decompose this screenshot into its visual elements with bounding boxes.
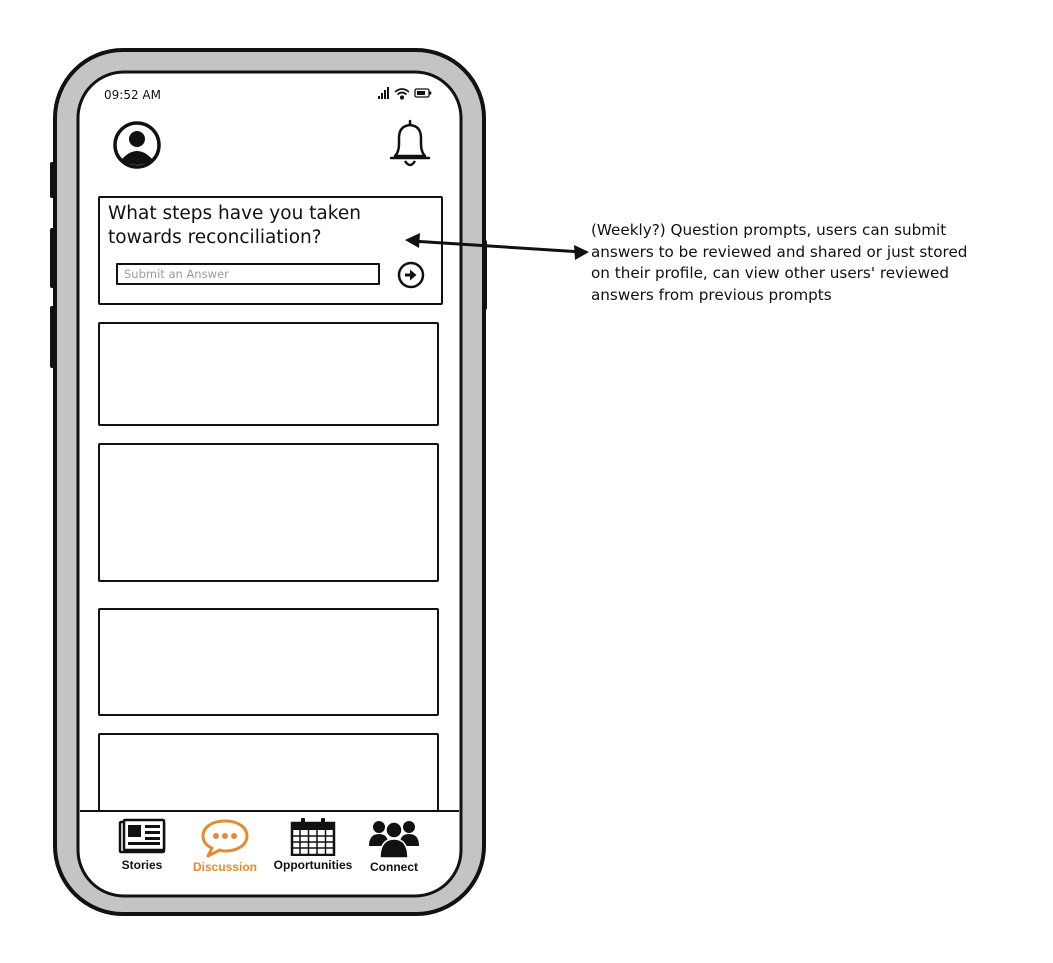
tab-label: Connect [370,860,418,874]
tab-label: Stories [121,858,163,872]
tab-label: Opportunities [273,858,353,872]
question-prompt-text: What steps have you taken towards reconciliation? [108,203,361,248]
annotation-note: (Weekly?) Question prompts, users can submit answers to be reviewed and shared or just stored on their profile, can view other users' reviewed answers from previous prompts [591,221,968,304]
tab-label: Discussion [192,860,258,874]
status-time: 09:52 AM [104,88,161,102]
